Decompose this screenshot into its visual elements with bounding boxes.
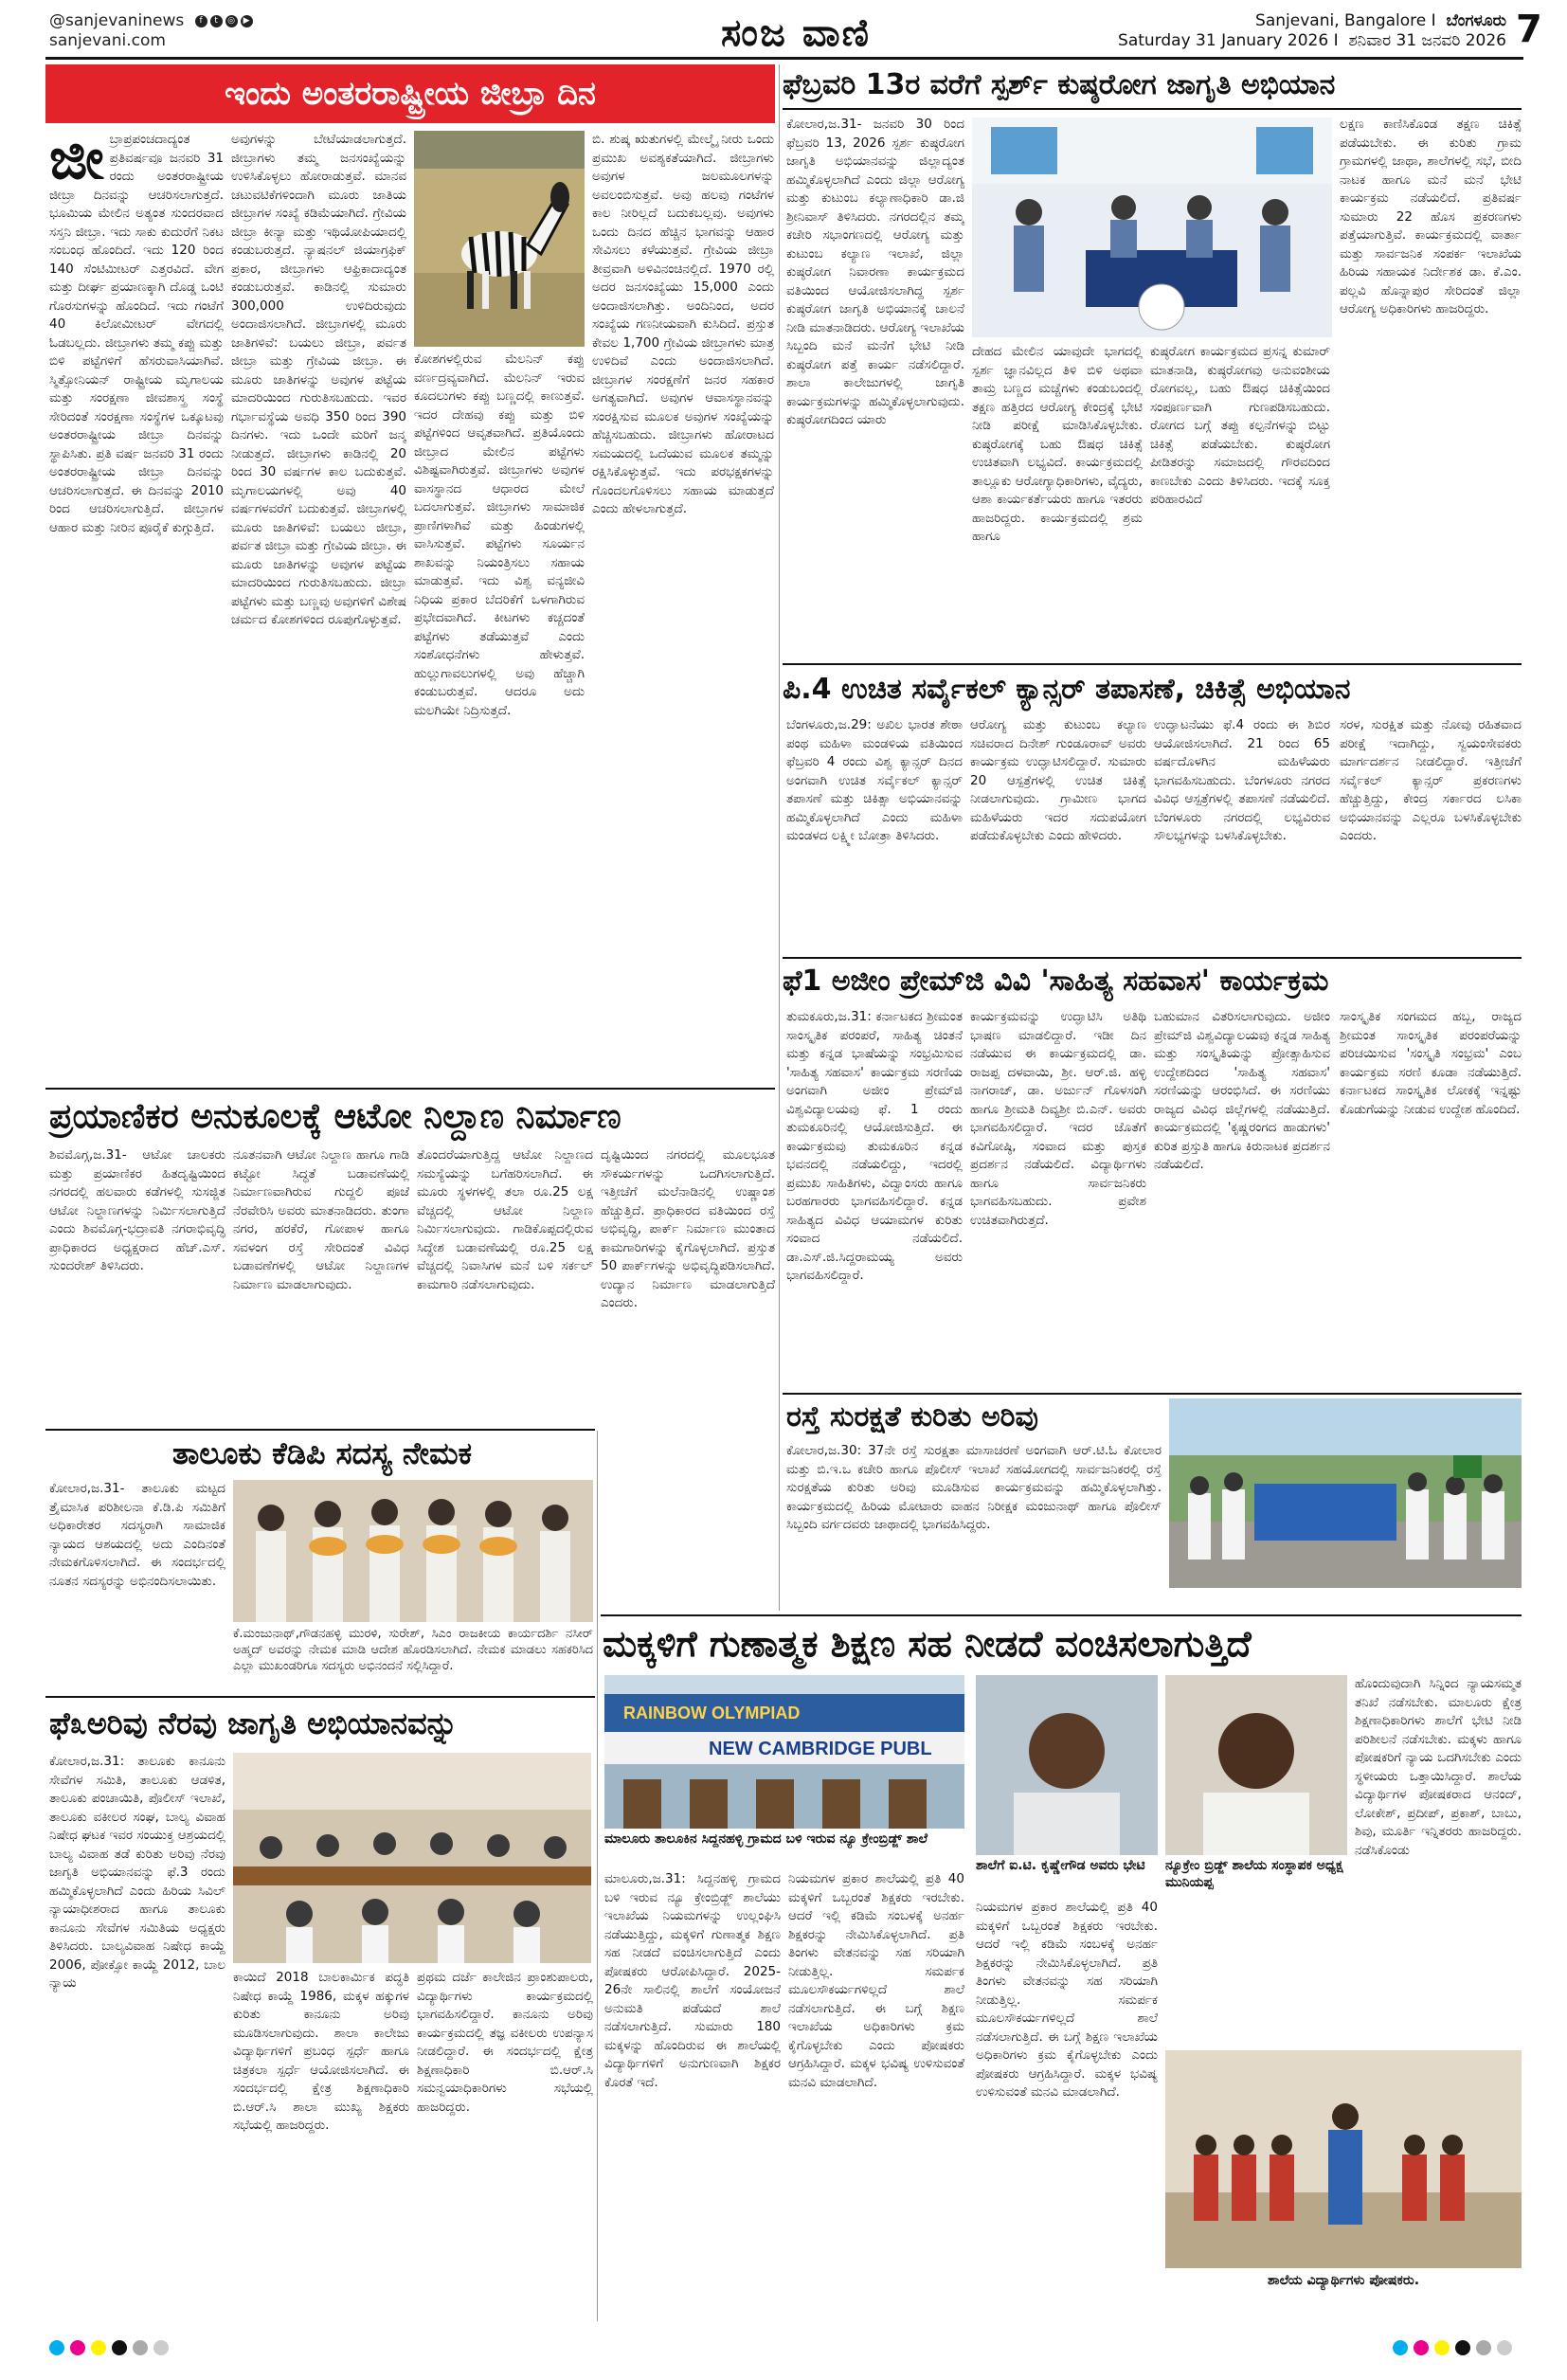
color-swatches-left [49,2340,169,2355]
school-headline: ಮಕ್ಕಳಿಗೆ ಗುಣಾತ್ಮಕ ಶಿಕ್ಷಣ ಸಹ ನೀಡದೆ ವಂಚಿಸಲಾಗುತ್ತಿದೆ [603,1623,1252,1665]
school-photo-2 [976,1675,1158,1855]
magenta-swatch [70,2340,85,2355]
kdp-body: ಕೋಲಾರ,ಜ.31- ತಾಲೂಕು ಮಟ್ಟದ ತ್ರೈಮಾಸಿಕ ಪರಿಶೀಲನಾ ಕೆ.ಡಿ.ಪಿ ಸಮಿತಿಗೆ ಅಧಿಕಾರೇತರ ಸದಸ್ಯರಾಗಿ ಸಾಮಾಜಿಕ ನ್ಯಾಯದ ಆಶಯದಲ್ಲಿ ಅದು ಎಂದಿನಂತೆ ನೇಮಕಗೊಳಿಸಲಾಗಿದೆ. ಈ ಸಂದರ್ಭದಲ್ಲಿ ನೂತನ ಸದಸ್ಯರನ್ನು ಅಭಿನಂದಿಸಲಾಯಿತು. [49,1481,225,1589]
zebra-image [414,131,585,347]
road-body: ಕೋಲಾರ,ಜ.30: 37ನೇ ರಸ್ತೆ ಸುರಕ್ಷತಾ ಮಾಸಾಚರಣೆ ಅಂಗವಾಗಿ ಆರ್.ಟಿ.ಓ ಕೋಲಾರ ಮತ್ತು ಬಿ.ಇ.ಒ ಕಚೇರಿ ಹಾಗೂ ಪೊಲೀಸ್ ಇಲಾಖೆ ಸಹಯೋಗದಲ್ಲಿ ಸಾರ್ವಜನಿಕರಲ್ಲಿ ರಸ್ತೆ ಸುರಕ್ಷತೆಯ ಕುರಿತು ಅರಿವು ಮೂಡಿಸುವ ಕಾರ್ಯಕ್ರಮವನ್ನು ಹಮ್ಮಿಕೊಳ್ಳಲಾಗಿತ್ತು. ಕಾರ್ಯಕ್ರಮದಲ್ಲಿ ಹಿರಿಯ ಮೋಟಾರು ವಾಹನ ನಿರೀಕ್ಷಕ ಮಂಜುನಾಥ್ ಹಾಗೂ ಪೊಲೀಸ್ ಸಿಬ್ಬಂದಿ ವರ್ಗದವರು ಜಾಥಾದಲ್ಲಿ ಭಾಗವಹಿಸಿದ್ದರು. [786,1443,1162,1532]
page-number: 7 [1516,8,1542,51]
leprosy-photo [972,117,1332,337]
founder-portrait [1165,1675,1347,1855]
road-photo [1169,1398,1522,1588]
cyan-swatch [49,2340,64,2355]
awareness-photo [233,1753,591,1963]
cyan-swatch [1393,2340,1408,2355]
felicitation-image [233,1480,593,1622]
school-sign: NEW CAMBRIDGE PUBL [709,1739,932,1759]
auto-headline: ಪ್ರಯಾಣಿಕರ ಅನುಕೂಲಕ್ಕೆ ಆಟೋ ನಿಲ್ದಾಣ ನಿರ್ಮಾಣ [49,1097,621,1136]
black-swatch [112,2340,127,2355]
color-swatches-right [1393,2340,1512,2355]
zebra-column-3: ಕೋಶಗಳಲ್ಲಿರುವ ಮೆಲನಿನ್ ಕಪ್ಪು ವರ್ಣದ್ರವ್ಯವಾಗಿದೆ. ಮೆಲನಿನ್ ಇರುವ ಕೂದಲುಗಳು ಕಪ್ಪು ಬಣ್ಣದಲ್ಲಿ ಕಾಣುತ್ತವೆ. ಇದರ ದೇಹವು ಕಪ್ಪು ಮತ್ತು ಬಿಳಿ ಪಟ್ಟೆಗಳಿಂದ ಆವೃತವಾಗಿದೆ. ಪ್ರತಿಯೊಂದು ಜೀಬ್ರಾದ ಮೇಲಿನ ಪಟ್ಟೆಗಳು ವಿಶಿಷ್ಟವಾಗಿರುತ್ತವೆ. ಜೀಬ್ರಾಗಳು ಅವುಗಳ ವಾಸಸ್ಥಾನದ ಆಧಾರದ ಮೇಲೆ ಬದಲಾಗುತ್ತವೆ. ಜೀಬ್ರಾಗಳು ಸಾಮಾಜಿಕ ಪ್ರಾಣಿಗಳಾಗಿವೆ ಮತ್ತು ಹಿಂಡುಗಳಲ್ಲಿ ವಾಸಿಸುತ್ತವೆ. ಪಟ್ಟೆಗಳು ಸೂರ್ಯನ ಶಾಖವನ್ನು ನಿಯಂತ್ರಿಸಲು ಸಹಾಯ ಮಾಡುತ್ತವೆ. ಇದು ವಿಶ್ವ ವನ್ಯಜೀವಿ ನಿಧಿಯ ಪ್ರಕಾರ ಬೆದರಿಕೆಗೆ ಒಳಗಾಗಿರುವ ಪ್ರಭೇದವಾಗಿದೆ. ಕೀಟಗಳು ಕಚ್ಚದಂತೆ ಪಟ್ಟೆಗಳು ತಡೆಯುತ್ತವೆ ಎಂದು ಸಂಶೋಧನೆಗಳು ಹೇಳುತ್ತವೆ. ಹುಲ್ಲುಗಾವಲುಗಳಲ್ಲಿ ಅವು ಹೆಚ್ಚಾಗಿ ಕಂಡುಬರುತ್ತವೆ. ಆದರೂ ಅದು ಮಲಗಿಯೇ ನಿದ್ರಿಸುತ್ತದೆ. [414,352,585,718]
dropcap: ಜೀ [49,131,104,192]
awareness-rule [45,1696,595,1698]
azim-column-3: ಬಹುಮಾನ ವಿತರಿಸಲಾಗುವುದು. ಅಜೀಂ ಪ್ರೇಮ್‌ಜಿ ವಿಶ್ವವಿದ್ಯಾಲಯವು ಕನ್ನಡ ಸಾಹಿತ್ಯ ಮತ್ತು ಸಂಸ್ಕೃತಿಯನ್ನು ಪ್ರೋತ್ಸಾಹಿಸುವ ಉದ್ದೇಶದಿಂದ 'ಸಾಹಿತ್ಯ ಸಹವಾಸ' ಸರಣಿಯನ್ನು ಆರಂಭಿಸಿದೆ. ಈ ಸರಣಿಯು ರಾಜ್ಯದ ವಿವಿಧ ಜಿಲ್ಲೆಗಳಲ್ಲಿ ನಡೆಯುತ್ತಿದೆ. ಕಾರ್ಯಕ್ರಮದಲ್ಲಿ 'ಕೃಷ್ಣರಂಗದ ಹಾಡುಗಳು' ಕುರಿತ ಪ್ರಸ್ತುತಿ ಹಾಗೂ ಕಿರುನಾಟಕ ಪ್ರದರ್ಶನ ನಡೆಯಲಿದೆ. [1154,1009,1330,1172]
edition: Sanjevani, Bangalore I [1255,11,1436,30]
leprosy-column-4: ಲಕ್ಷಣ ಕಾಣಿಸಿಕೊಂಡ ತಕ್ಷಣ ಚಿಕಿತ್ಸೆ ಪಡೆಯಬೇಕು. ಈ ಕುರಿತು ಗ್ರಾಮ ಗ್ರಾಮಗಳಲ್ಲಿ ಜಾಥಾ, ಶಾಲೆಗಳಲ್ಲಿ ಸಭೆ, ಬೀದಿ ನಾಟಕ ಹಾಗೂ ಮನೆ ಮನೆ ಭೇಟಿ ಕಾರ್ಯಕ್ರಮ ನಡೆಯಲಿದೆ. ಪ್ರತಿವರ್ಷ ಸುಮಾರು 22 ಹೊಸ ಪ್ರಕರಣಗಳು ಪತ್ತೆಯಾಗುತ್ತಿವೆ. ಕಾರ್ಯಕ್ರಮದಲ್ಲಿ ವಾರ್ತಾ ಮತ್ತು ಸಾರ್ವಜನಿಕ ಸಂಪರ್ಕ ಇಲಾಖೆಯ ಹಿರಿಯ ಸಹಾಯಕ ನಿರ್ದೇಶಕ ಡಾ. ಕೆ.ಎಂ. ಪಲ್ಲವಿ ಹೊನ್ನಾಪುರ ಸೇರಿದಂತೆ ಜಿಲ್ಲಾ ಆರೋಗ್ಯ ಅಧಿಕಾರಿಗಳು ಹಾಜರಿದ್ದರು. [1340,117,1522,316]
grey-swatch [133,2340,148,2355]
masthead-left [49,11,253,51]
school-rule [601,1614,1522,1616]
grey-swatch [1476,2340,1491,2355]
cancer-column-2: ಆರೋಗ್ಯ ಮತ್ತು ಕುಟುಂಬ ಕಲ್ಯಾಣ ಸಚಿವರಾದ ದಿನೇಶ್ ಗುಂಡೂರಾವ್ ಅವರು ಕಾರ್ಯಕ್ರಮ ಉದ್ಘಾಟಿಸಲಿದ್ದಾರೆ. ಸುಮಾರು 20 ಆಸ್ಪತ್ರೆಗಳಲ್ಲಿ ಉಚಿತ ಚಿಕಿತ್ಸೆ ನೀಡಲಾಗುವುದು. ಗ್ರಾಮೀಣ ಭಾಗದ ಮಹಿಳೆಯರು ಇದರ ಸದುಪಯೋಗ ಪಡೆದುಕೊಳ್ಳಬೇಕು ಎಂದು ಹೇಳಿದರು. [970,717,1146,843]
social-handle: @sanjevaninews [49,11,185,30]
cancer-headline: ಪಿ.4 ಉಚಿತ ಸರ್ವೈಕಲ್ ಕ್ಯಾನ್ಸರ್ ತಪಾಸಣೆ, ಚಿಕಿತ್ಸೆ ಅಭಿಯಾನ [783,673,1351,706]
grey-swatch [1497,2340,1512,2355]
school-building-image [604,1675,964,1829]
awareness-column-2: ಕಾಯಿದೆ 2018 ಬಾಲಕಾರ್ಮಿಕ ಪದ್ಧತಿ ನಿಷೇಧ ಕಾಯ್ದೆ 1986, ಮಕ್ಕಳ ಹಕ್ಕುಗಳ ಕುರಿತು ಕಾನೂನು ಅರಿವು ಮೂಡಿಸಲಾಗುವುದು. ಶಾಲಾ ಕಾಲೇಜು ವಿದ್ಯಾರ್ಥಿಗಳಿಗೆ ಪ್ರಬಂಧ ಸ್ಪರ್ಧೆ ಹಾಗೂ ಚಿತ್ರಕಲಾ ಸ್ಪರ್ಧೆ ಆಯೋಜಿಸಲಾಗಿದೆ. ಈ ಸಂದರ್ಭದಲ್ಲಿ ಕ್ಷೇತ್ರ ಶಿಕ್ಷಣಾಧಿಕಾರಿ ಬಿ.ಆರ್.ಸಿ ಶಾಲಾ ಮುಖ್ಯ ಶಿಕ್ಷಕರು ಸಭೆಯಲ್ಲಿ ಹಾಜರಿದ್ದರು. [233,1970,409,2133]
school-photo-3-caption: ನ್ಯೂಕ್ರೇಂ ಬ್ರಿಡ್ಜ್ ಶಾಲೆಯ ಸಂಸ್ಥಾಪಕ ಅಧ್ಯಕ್ಷ ಮುನಿಯಪ್ಪ [1165,1858,1343,1890]
newspaper-logo [654,9,938,55]
city: ಬೆಂಗಳೂರು [1446,11,1506,30]
website: sanjevani.com [49,31,166,50]
road-rule [783,1393,1522,1395]
date-english: Saturday 31 January 2026 I [1118,31,1339,50]
leprosy-column-3: ಕುಷ್ಠರೋಗ ಕಾರ್ಯಕ್ರಮದ ಪ್ರಸನ್ನ ಕುಮಾರ್ ಮಾತನಾಡಿ, ಕುಷ್ಠರೋಗವು ಅನುವಂಶೀಯ ರೋಗವಲ್ಲ, ಬಹು ಔಷಧ ಚಿಕಿತ್ಸೆಯಿಂದ ಸಂಪೂರ್ಣವಾಗಿ ಗುಣಪಡಿಸಬಹುದು. ರೋಗದ ಬಗ್ಗೆ ತಪ್ಪು ಕಲ್ಪನೆಗಳನ್ನು ಬಿಟ್ಟು ಚಿಕಿತ್ಸೆ ಪಡೆಯಬೇಕು. ಕುಷ್ಠರೋಗ ಪೀಡಿತರನ್ನು ಸಮಾಜದಲ್ಲಿ ಗೌರವದಿಂದ ಕಾಣಬೇಕು ಎಂದು ತಿಳಿಸಿದರು. ಇದಕ್ಕೆ ಸೂಕ್ತ ಪರಿಹಾರವಿದೆ [1150,344,1330,507]
leprosy-rule [783,108,1522,110]
school-column-3: ಹೊಂದುವುದಾಗಿ ಸಿನ್ನಿಂದ ನ್ಯಾಯಸಮ್ಮತ ತನಿಖೆ ನಡೆಸಬೇಕು. ಮಾಲೂರು ಕ್ಷೇತ್ರ ಶಿಕ್ಷಣಾಧಿಕಾರಿಗಳು ಶಾಲೆಗೆ ಭೇಟಿ ನೀಡಿ ಪರಿಶೀಲನೆ ನಡೆಸಬೇಕು. ಮಕ್ಕಳು ಹಾಗೂ ಪೋಷಕರಿಗೆ ನ್ಯಾಯ ಒದಗಿಸಬೇಕು ಎಂದು ಸ್ಥಳೀಯರು ಒತ್ತಾಯಿಸಿದ್ದಾರೆ. ಶಾಲೆಯ ವಿದ್ಯಾರ್ಥಿಗಳ ಪೋಷಕರಾದ ಆನಂದ್, ಲೋಕೇಶ್, ಪ್ರದೀಪ್, ಪ್ರಕಾಶ್, ಬಾಬು, ಶಿವು, ಮೂರ್ತಿ ಇನ್ನಿತರರು ಹಾಜರಿದ್ದರು. ನಡೆಸಿಕೊಂಡು [1355,1676,1522,1858]
school-photo-4-caption: ಶಾಲೆಯ ವಿದ್ಯಾರ್ಥಿಗಳು ಪೋಷಕರು. [1267,2273,1420,2288]
school-photo-3 [1165,1675,1347,1855]
awareness-column-3: ಪ್ರಥಮ ದರ್ಜೆ ಕಾಲೇಜಿನ ಪ್ರಾಂಶುಪಾಲರು, ವಿದ್ಯಾರ್ಥಿಗಳು ಕಾರ್ಯಕ್ರಮದಲ್ಲಿ ಭಾಗವಹಿಸಲಿದ್ದಾರೆ. ಕಾನೂನು ಅರಿವು ಕಾರ್ಯಕ್ರಮದಲ್ಲಿ ತಜ್ಞ ವಕೀಲರು ಉಪನ್ಯಾಸ ನೀಡಲಿದ್ದಾರೆ. ಈ ಸಂದರ್ಭದಲ್ಲಿ ಕ್ಷೇತ್ರ ಶಿಕ್ಷಣಾಧಿಕಾರಿ ಬಿ.ಆರ್.ಸಿ ಸಮನ್ವಯಾಧಿಕಾರಿಗಳು ಸಭೆಯಲ್ಲಿ ಹಾಜರಿದ್ದರು. [417,1970,593,2115]
leprosy-column-1: ಕೋಲಾರ,ಜ.31- ಜನವರಿ 30 ರಿಂದ ಫೆಬ್ರವರಿ 13, 2026 ಸ್ಪರ್ಶ ಕುಷ್ಠರೋಗ ಜಾಗೃತಿ ಅಭಿಯಾನವನ್ನು ಜಿಲ್ಲಾದ್ಯಂತ ಹಮ್ಮಿಕೊಳ್ಳಲಾಗಿದೆ ಎಂದು ಜಿಲ್ಲಾ ಆರೋಗ್ಯ ಮತ್ತು ಕುಟುಂಬ ಕಲ್ಯಾಣಾಧಿಕಾರಿ ಡಾ.ಜಿ ಶ್ರೀನಿವಾಸ್ ತಿಳಿಸಿದರು. ನಗರದಲ್ಲಿನ ತಮ್ಮ ಕಚೇರಿ ಸಭಾಂಗಣದಲ್ಲಿ ಆರೋಗ್ಯ ಮತ್ತು ಕುಟುಂಬ ಕಲ್ಯಾಣ ಇಲಾಖೆ, ಜಿಲ್ಲಾ ಕುಷ್ಠರೋಗ ನಿವಾರಣಾ ಕಾರ್ಯಕ್ರಮದ ವತಿಯಿಂದ ಆಯೋಜಿಸಲಾಗಿದ್ದ ಸ್ಪರ್ಶ ಕುಷ್ಠರೋಗ ಜಾಗೃತಿ ಅಭಿಯಾನಕ್ಕೆ ಚಾಲನೆ ನೀಡಿ ಮಾತನಾಡಿದರು. ಆರೋಗ್ಯ ಇಲಾಖೆಯ ಸಿಬ್ಬಂದಿ ಮನೆ ಮನೆಗೆ ಭೇಟಿ ನೀಡಿ ಕುಷ್ಠರೋಗ ಪತ್ತೆ ಕಾರ್ಯ ನಡೆಸಲಿದ್ದಾರೆ. ಶಾಲಾ ಕಾಲೇಜುಗಳಲ್ಲಿ ಜಾಗೃತಿ ಕಾರ್ಯಕ್ರಮಗಳನ್ನು ಹಮ್ಮಿಕೊಳ್ಳಲಾಗುವುದು. ಕುಷ್ಠರೋಗದಿಂದ ಯಾರು [786,117,964,427]
azim-column-1: ತುಮಕೂರು,ಜ.31: ಕರ್ನಾಟಕದ ಶ್ರೀಮಂತ ಸಾಂಸ್ಕೃತಿಕ ಪರಂಪರೆ, ಸಾಹಿತ್ಯ ಚಿಂತನೆ ಮತ್ತು ಕನ್ನಡ ಭಾಷೆಯನ್ನು ಸಂಭ್ರಮಿಸುವ 'ಸಾಹಿತ್ಯ ಸಹವಾಸ' ಕಾರ್ಯಕ್ರಮ ಸರಣಿಯ ಅಂಗವಾಗಿ ಅಜೀಂ ಪ್ರೇಮ್‌ಜಿ ವಿಶ್ವವಿದ್ಯಾಲಯವು ಫೆ. 1 ರಂದು ತುಮಕೂರಿನಲ್ಲಿ ಆಯೋಜಿಸುತ್ತಿದೆ. ಈ ಕಾರ್ಯಕ್ರಮವು ತುಮಕೂರಿನ ಕನ್ನಡ ಭವನದಲ್ಲಿ ನಡೆಯಲಿದ್ದು, ಇದರಲ್ಲಿ ಪ್ರಮುಖ ಸಾಹಿತಿಗಳು, ವಿದ್ವಾಂಸರು ಹಾಗೂ ಬರಹಗಾರರು ಭಾಗವಹಿಸಲಿದ್ದಾರೆ. ಕನ್ನಡ ಸಾಹಿತ್ಯದ ವಿವಿಧ ಆಯಾಮಗಳ ಕುರಿತು ಸಂವಾದ ನಡೆಯಲಿದೆ. ಡಾ.ಎಸ್.ಜಿ.ಸಿದ್ದರಾಮಯ್ಯ ಅವರು ಭಾಗವಹಿಸಲಿದ್ದಾರೆ. [786,1009,963,1283]
logo-text: ಸಂಜ ವಾಣಿ [721,9,871,55]
cancer-rule [783,663,1522,665]
facebook-icon: f [195,15,207,27]
school-column-2-left: ನಿಯಮಗಳ ಪ್ರಕಾರ ಶಾಲೆಯಲ್ಲಿ ಪ್ರತಿ 40 ಮಕ್ಕಳಿಗೆ ಒಬ್ಬರಂತೆ ಶಿಕ್ಷಕರು ಇರಬೇಕು. ಆದರೆ ಇಲ್ಲಿ ಕಡಿಮೆ ಸಂಬಳಕ್ಕೆ ಅನರ್ಹ ಶಿಕ್ಷಕರನ್ನು ನೇಮಿಸಿಕೊಳ್ಳಲಾಗಿದೆ. ಪ್ರತಿ ತಿಂಗಳು ವೇತನವನ್ನು ಸಹ ಸರಿಯಾಗಿ ನೀಡುತ್ತಿಲ್ಲ. ಸಮರ್ಪಕ ಮೂಲಸೌಕರ್ಯಗಳಿಲ್ಲದೆ ಶಾಲೆ ನಡೆಸಲಾಗುತ್ತಿದೆ. ಈ ಬಗ್ಗೆ ಶಿಕ್ಷಣ ಇಲಾಖೆಯ ಅಧಿಕಾರಿಗಳು ಕ್ರಮ ಕೈಗೊಳ್ಳಬೇಕು ಎಂದು ಪೋಷಕರು ಆಗ್ರಹಿಸಿದ್ದಾರೆ. ಮಕ್ಕಳ ಭವಿಷ್ಯ ಉಳಿಸುವಂತೆ ಮನವಿ ಮಾಡಲಾಗಿದೆ. [788,1871,964,2090]
azim-rule [783,957,1522,959]
kdp-headline: ತಾಲೂಕು ಕೆಡಿಪಿ ಸದಸ್ಯ ನೇಮಕ [172,1435,472,1471]
cancer-column-1: ಬೆಂಗಳೂರು,ಜ.29: ಅಖಿಲ ಭಾರತ ಶೇಠಾ ಪಂಥ ಮಹಿಳಾ ಮಂಡಳಿಯ ವತಿಯಿಂದ ಫೆಬ್ರವರಿ 4 ರಂದು ವಿಶ್ವ ಕ್ಯಾನ್ಸರ್ ದಿನದ ಅಂಗವಾಗಿ ಉಚಿತ ಸರ್ವೈಕಲ್ ಕ್ಯಾನ್ಸರ್ ತಪಾಸಣೆ ಮತ್ತು ಚಿಕಿತ್ಸಾ ಅಭಿಯಾನವನ್ನು ಹಮ್ಮಿಕೊಳ್ಳಲಾಗಿದೆ ಎಂದು ಮಹಿಳಾ ಮಂಡಳದ ಲಕ್ಷ್ಮೀ ಬೋತ್ರಾ ತಿಳಿಸಿದರು. [786,717,963,843]
officer-portrait [976,1675,1158,1855]
azim-column-2: ಕಾರ್ಯಕ್ರಮವನ್ನು ಉದ್ಘಾಟಿಸಿ ಅತಿಥಿ ಭಾಷಣ ಮಾಡಲಿದ್ದಾರೆ. ಇಡೀ ದಿನ ನಡೆಯುವ ಈ ಕಾರ್ಯಕ್ರಮದಲ್ಲಿ ಡಾ. ರಾಜಪ್ಪ ದಳವಾಯಿ, ಶ್ರೀ. ಆರ್.ಜಿ. ಹಳ್ಳಿ ನಾಗರಾಜ್, ಡಾ. ಅರ್ಜುನ್ ಗೊಳಸಂಗಿ ಹಾಗೂ ಶ್ರೀಮತಿ ದಿವ್ಯಶ್ರೀ ಬಿ.ಎನ್. ಅವರು ಭಾಗವಹಿಸಲಿದ್ದಾರೆ. ಇದರ ಜೊತೆಗೆ ಕವಿಗೋಷ್ಠಿ, ಸಂವಾದ ಮತ್ತು ಪುಸ್ತಕ ಪ್ರದರ್ಶನ ನಡೆಯಲಿದೆ. ವಿದ್ಯಾರ್ಥಿಗಳು ಹಾಗೂ ಸಾರ್ವಜನಿಕರು ಭಾಗವಹಿಸಬಹುದು. ಪ್ರವೇಶ ಉಚಿತವಾಗಿರುತ್ತದೆ. [970,1009,1146,1228]
school-column-2: ನಿಯಮಗಳ ಪ್ರಕಾರ ಶಾಲೆಯಲ್ಲಿ ಪ್ರತಿ 40 ಮಕ್ಕಳಿಗೆ ಒಬ್ಬರಂತೆ ಶಿಕ್ಷಕರು ಇರಬೇಕು. ಆದರೆ ಇಲ್ಲಿ ಕಡಿಮೆ ಸಂಬಳಕ್ಕೆ ಅನರ್ಹ ಶಿಕ್ಷಕರನ್ನು ನೇಮಿಸಿಕೊಳ್ಳಲಾಗಿದೆ. ಪ್ರತಿ ತಿಂಗಳು ವೇತನವನ್ನು ಸಹ ಸರಿಯಾಗಿ ನೀಡುತ್ತಿಲ್ಲ. ಸಮರ್ಪಕ ಮೂಲಸೌಕರ್ಯಗಳಿಲ್ಲದೆ ಶಾಲೆ ನಡೆಸಲಾಗುತ್ತಿದೆ. ಈ ಬಗ್ಗೆ ಶಿಕ್ಷಣ ಇಲಾಖೆಯ ಅಧಿಕಾರಿಗಳು ಕ್ರಮ ಕೈಗೊಳ್ಳಬೇಕು ಎಂದು ಪೋಷಕರು ಆಗ್ರಹಿಸಿದ್ದಾರೆ. ಮಕ್ಕಳ ಭವಿಷ್ಯ ಉಳಿಸುವಂತೆ ಮನವಿ ಮಾಡಲಾಗಿದೆ. [976,1900,1158,2100]
road-headline: ರಸ್ತೆ ಸುರಕ್ಷತೆ ಕುರಿತು ಅರಿವು [786,1400,1038,1433]
social-icons [195,15,253,27]
school-photo-1-caption: ಮಾಲೂರು ತಾಲೂಕಿನ ಸಿದ್ದನಹಳ್ಳಿ ಗ್ರಾಮದ ಬಳಿ ಇರುವ ನ್ಯೂ ಕ್ರೇಂಬ್ರಿಡ್ಜ್ ಶಾಲೆ [604,1831,928,1847]
yellow-swatch [1434,2340,1450,2355]
road-rally-image [1169,1398,1522,1588]
leprosy-column-2: ದೇಹದ ಮೇಲಿನ ಯಾವುದೇ ಭಾಗದಲ್ಲಿ ಸ್ಪರ್ಶ ಜ್ಞಾನವಿಲ್ಲದ ತಿಳಿ ಬಿಳಿ ಅಥವಾ ತಾಮ್ರ ಬಣ್ಣದ ಮಚ್ಚೆಗಳು ಕಂಡುಬಂದಲ್ಲಿ ತಕ್ಷಣ ಹತ್ತಿರದ ಆರೋಗ್ಯ ಕೇಂದ್ರಕ್ಕೆ ಭೇಟಿ ನೀಡಿ ಪರೀಕ್ಷೆ ಮಾಡಿಸಿಕೊಳ್ಳಬೇಕು. ಕುಷ್ಠರೋಗಕ್ಕೆ ಬಹು ಔಷಧ ಚಿಕಿತ್ಸೆ ಉಚಿತವಾಗಿ ಲಭ್ಯವಿದೆ. ಕಾರ್ಯಕ್ರಮದಲ್ಲಿ ತಾಲ್ಲೂಕು ಆರೋಗ್ಯಾಧಿಕಾರಿಗಳು, ವೈದ್ಯರು, ಆಶಾ ಕಾರ್ಯಕರ್ತೆಯರು ಹಾಗೂ ಇತರರು ಹಾಜರಿದ್ದರು. ಕಾರ್ಯಕ್ರಮದಲ್ಲಿ ಶ್ರಮ ಹಾಗೂ [972,344,1143,544]
auto-column-3: ತೊಂದರೆಯಾಗುತ್ತಿದ್ದ ಆಟೋ ನಿಲ್ದಾಣದ ಸಮಸ್ಯೆಯನ್ನು ಬಗೆಹರಿಸಲಾಗಿದೆ. ಈ ಮೂರು ಸ್ಥಳಗಳಲ್ಲಿ ತಲಾ ರೂ.25 ಲಕ್ಷ ವೆಚ್ಚದಲ್ಲಿ ಆಟೋ ನಿಲ್ದಾಣ ನಿರ್ಮಿಸಲಾಗುವುದು. ಗಾಡಿಕೊಪ್ಪದಲ್ಲಿರುವ ಸಿದ್ಧೇಶ ಬಡಾವಣೆಯಲ್ಲಿ ರೂ.25 ಲಕ್ಷ ವೆಚ್ಚದಲ್ಲಿ ನಿವಾಸಿಗಳ ಮನೆ ಬಳಿ ಸರ್ಕಲ್ ಕಾಮಗಾರಿ ನಡೆಸಲಾಗುವುದು. [417,1147,593,1292]
awareness-headline: ಫೆ೩ಅರಿವು ನೆರವು ಜಾಗೃತಿ ಅಭಿಯಾನವನ್ನು [49,1705,458,1741]
kdp-caption: ಕೆ.ಮಂಜುನಾಥ್,ಗೌಡನಹಳ್ಳಿ ಮುರಳಿ, ಸುರೇಶ್, ಸಿಎಂ ರಾಜಕೀಯ ಕಾರ್ಯದರ್ಶಿ ನಸೀರ್ ಅಹ್ಮದ್ ಅವರನ್ನು ನೇಮಕ ಮಾಡಿ ಆದೇಶ ಹೊರಡಿಸಲಾಗಿದೆ. ನೇಮಕ ಮಾಡಲು ಸಹಕರಿಸಿದ ಎಲ್ಲಾ ಮುಖಂಡರಿಗೂ ಸದಸ್ಯರು ಅಭಿನಂದನೆ ಸಲ್ಲಿಸಿದ್ದಾರೆ. [233,1627,593,1673]
grey-swatch [153,2340,169,2355]
yellow-swatch [91,2340,106,2355]
cancer-column-4: ಸರಳ, ಸುರಕ್ಷಿತ ಮತ್ತು ನೋವು ರಹಿತವಾದ ಪರೀಕ್ಷೆ ಇದಾಗಿದ್ದು, ಸ್ವಯಂಸೇವಕರು ಮಾರ್ಗದರ್ಶನ ನೀಡಲಿದ್ದಾರೆ. ಇತ್ತೀಚೆಗೆ ಸರ್ವೈಕಲ್ ಕ್ಯಾನ್ಸರ್ ಪ್ರಕರಣಗಳು ಹೆಚ್ಚುತ್ತಿದ್ದು, ಕೇಂದ್ರ ಸರ್ಕಾರದ ಲಸಿಕಾ ಅಭಿಯಾನವನ್ನು ಎಲ್ಲರೂ ಬಳಸಿಕೊಳ್ಳಬೇಕು ಎಂದರು. [1340,717,1522,843]
school-photo-4 [1165,2050,1522,2268]
masthead-right [1099,11,1506,51]
school-sign-top: RAINBOW OLYMPIAD [623,1704,801,1722]
instagram-icon: ◎ [225,15,238,27]
zebra-photo [414,131,585,347]
date-kannada: ಶನಿವಾರ 31 ಜನವರಿ 2026 [1348,31,1506,50]
zebra-text-1: ಬ್ರಾಪ್ರಪಂಚದಾದ್ಯಂತ ಪ್ರತಿವರ್ಷವೂ ಜನವರಿ 31 ರಂದು ಅಂತರರಾಷ್ಟ್ರೀಯ ಜೀಬ್ರಾ ದಿನವನ್ನು ಆಚರಿಸಲಾಗುತ್ತದೆ. ಭೂಮಿಯ ಮೇಲಿನ ಅತ್ಯಂತ ಸುಂದರವಾದ ಸಸ್ತನಿ ಜೀಬ್ರಾ. ಇದು ಸಾಕು ಕುದುರೆಗೆ ನಿಕಟ ಸಂಬಂಧ ಹೊಂದಿದೆ. ಇದು 120 ರಿಂದ 140 ಸೆಂಟಿಮೀಟರ್ ಎತ್ತರವಿದೆ. ವೇಗ ಮತ್ತು ದೀರ್ಘ ಪ್ರಯಾಣಕ್ಕಾಗಿ ದೊಡ್ಡ ಒಂಟಿ ಗೊರಸುಗಳನ್ನು ಹೊಂದಿದೆ. ಇದು ಗಂಟೆಗೆ 40 ಕಿಲೋಮೀಟರ್ ವೇಗದಲ್ಲಿ ಓಡಬಲ್ಲದು. ಜೀಬ್ರಾಗಳು ತಮ್ಮ ಕಪ್ಪು ಮತ್ತು ಬಿಳಿ ಪಟ್ಟೆಗಳಿಗೆ ಹೆಸರುವಾಸಿಯಾಗಿವೆ. ಸ್ಮಿತ್ಸೋನಿಯನ್ ರಾಷ್ಟ್ರೀಯ ಮೃಗಾಲಯ ಮತ್ತು ಸಂರಕ್ಷಣಾ ಜೀವಶಾಸ್ತ್ರ ಸಂಸ್ಥೆ ಸೇರಿದಂತೆ ಸಂರಕ್ಷಣಾ ಸಂಸ್ಥೆಗಳ ಒಕ್ಕೂಟವು ಅಂತರರಾಷ್ಟ್ರೀಯ ಜೀಬ್ರಾ ದಿನವನ್ನು ಸ್ಥಾಪಿಸಿತು. ಪ್ರತಿ ವರ್ಷ ಜನವರಿ 31 ರಂದು ಅಂತರರಾಷ್ಟ್ರೀಯ ಜೀಬ್ರಾ ದಿನವನ್ನು ಆಚರಿಸಲಾಗುತ್ತದೆ. ಈ ದಿನವನ್ನು 2010 ರಿಂದ ಆಚರಿಸಲಾಗುತ್ತಿದೆ. ಜೀಬ್ರಾಗಳ ಆಹಾರ ಮತ್ತು ನೀರಿನ ಪೂರೈಕೆ ಕುಗ್ಗುತ್ತಿದೆ. [49,132,224,535]
masthead-rule [45,57,1523,60]
zebra-column-2: ಅವುಗಳನ್ನು ಬೇಟೆಯಾಡಲಾಗುತ್ತದೆ. ಜೀಬ್ರಾಗಳು ತಮ್ಮ ಜನಸಂಖ್ಯೆಯನ್ನು ಉಳಿಸಿಕೊಳ್ಳಲು ಹೋರಾಡುತ್ತವೆ. ಮಾನವ ಚಟುವಟಿಕೆಗಳಿಂದಾಗಿ ಮೂರು ಜಾತಿಯ ಜೀಬ್ರಾಗಳ ಸಂಖ್ಯೆ ಕಡಿಮೆಯಾಗಿದೆ. ಗ್ರೇವಿಯ ಜೀಬ್ರಾ ಕೀನ್ಯಾ ಮತ್ತು ಇಥಿಯೋಪಿಯಾದಲ್ಲಿ ಕಂಡುಬರುತ್ತದೆ. ನ್ಯಾಷನಲ್ ಜಿಯಾಗ್ರಫಿಕ್ ಪ್ರಕಾರ, ಜೀಬ್ರಾಗಳು ಆಫ್ರಿಕಾದಾದ್ಯಂತ ಕಂಡುಬರುತ್ತವೆ. ಕಾಡಿನಲ್ಲಿ ಸುಮಾರು 300,000 ಉಳಿದಿರುವುದು ಅಂದಾಜಿಸಲಾಗಿದೆ. ಜೀಬ್ರಾಗಳಲ್ಲಿ ಮೂರು ಜಾತಿಗಳಿವೆ: ಬಯಲು ಜೀಬ್ರಾ, ಪರ್ವತ ಜೀಬ್ರಾ ಮತ್ತು ಗ್ರೇವಿಯ ಜೀಬ್ರಾ. ಈ ಮೂರು ಜಾತಿಗಳನ್ನು ಅವುಗಳ ಪಟ್ಟೆಯ ಮಾದರಿಯಿಂದ ಗುರುತಿಸಬಹುದು. ಇವರ ಗರ್ಭಾವಸ್ಥೆಯ ಅವಧಿ 350 ರಿಂದ 390 ದಿನಗಳು. ಇದು ಒಂದೇ ಮರಿಗೆ ಜನ್ಮ ನೀಡುತ್ತದೆ. ಜೀಬ್ರಾಗಳು ಕಾಡಿನಲ್ಲಿ 20 ರಿಂದ 30 ವರ್ಷಗಳ ಕಾಲ ಬದುಕುತ್ತವೆ. ಮೃಗಾಲಯಗಳಲ್ಲಿ ಅವು 40 ವರ್ಷಗಳವರೆಗೆ ಬದುಕುತ್ತವೆ. ಜೀಬ್ರಾಗಳಲ್ಲಿ ಮೂರು ಜಾತಿಗಳಿವೆ: ಬಯಲು ಜೀಬ್ರಾ, ಪರ್ವತ ಜೀಬ್ರಾ ಮತ್ತು ಗ್ರೇವಿಯ ಜೀಬ್ರಾ. ಈ ಮೂರು ಜಾತಿಗಳನ್ನು ಅವುಗಳ ಪಟ್ಟೆಯ ಮಾದರಿಯಿಂದ ಗುರುತಿಸಬಹುದು. ಜೀಬ್ರಾ ಪಟ್ಟೆಗಳು ಮತ್ತು ಬಣ್ಣವು ಅವುಗಳಿಗೆ ವಿಶೇಷ ಚರ್ಮದ ಕೋಶಗಳಿಂದ ರೂಪುಗೊಳ್ಳುತ್ತವೆ. [231,132,406,627]
awareness-column-1: ಕೋಲಾರ,ಜ.31: ತಾಲೂಕು ಕಾನೂನು ಸೇವೆಗಳ ಸಮಿತಿ, ತಾಲೂಕು ಆಡಳಿತ, ತಾಲೂಕು ಪಂಚಾಯಿತಿ, ಪೊಲೀಸ್ ಇಲಾಖೆ, ತಾಲೂಕು ವಕೀಲರ ಸಂಘ, ಬಾಲ್ಯ ವಿವಾಹ ನಿಷೇಧ ಘಟಕ ಇವರ ಸಂಯುಕ್ತ ಆಶ್ರಯದಲ್ಲಿ ಬಾಲ್ಯ ವಿವಾಹ ತಡೆ ಕುರಿತು ಅರಿವು ನೆರವು ಜಾಗೃತಿ ಅಭಿಯಾನವನ್ನು ಫೆ.3 ರಂದು ಹಮ್ಮಿಕೊಳ್ಳಲಾಗಿದೆ ಎಂದು ಹಿರಿಯ ಸಿವಿಲ್ ನ್ಯಾಯಾಧೀಶರಾದ ಹಾಗೂ ತಾಲೂಕು ಕಾನೂನು ಸೇವೆಗಳ ಸಮಿತಿಯ ಅಧ್ಯಕ್ಷರು ತಿಳಿಸಿದರು. ಬಾಲ್ಯವಿವಾಹ ನಿಷೇಧ ಕಾಯ್ದೆ 2006, ಪೋಕ್ಸೋ ಕಾಯ್ದೆ 2012, ಬಾಲ ನ್ಯಾಯ [49,1754,225,1991]
kdp-photo [233,1480,593,1622]
leprosy-headline: ಫೆಬ್ರವರಿ 13ರ ವರೆಗೆ ಸ್ಪರ್ಶ್ ಕುಷ್ಠರೋಗ ಜಾಗೃತಿ ಅಭಿಯಾನ [783,68,1336,101]
zebra-headline: ಇಂದು ಅಂತರರಾಷ್ಟ್ರೀಯ ಜೀಬ್ರಾ ದಿನ [45,64,775,123]
meeting-image [972,117,1332,337]
zebra-column-1 [49,131,224,1082]
column-divider [597,1431,598,2321]
auto-column-1: ಶಿವಮೊಗ್ಗ,ಜ.31- ಆಟೋ ಚಾಲಕರು ಮತ್ತು ಪ್ರಯಾಣಿಕರ ಹಿತದೃಷ್ಟಿಯಿಂದ ನಗರದಲ್ಲಿ ಹಲವಾರು ಕಡೆಗಳಲ್ಲಿ ಸುಸಜ್ಜಿತ ಆಟೋ ನಿಲ್ದಾಣಗಳನ್ನು ನಿರ್ಮಿಸಲಾಗುತ್ತಿದೆ ಎಂದು ಶಿವಮೊಗ್ಗ-ಭದ್ರಾವತಿ ನಗರಾಭಿವೃದ್ಧಿ ಪ್ರಾಧಿಕಾರದ ಅಧ್ಯಕ್ಷರಾದ ಹೆಚ್.ಎಸ್. ಸುಂದರೇಶ್ ತಿಳಿಸಿದರು. [49,1147,225,1273]
auto-column-4: ದೃಷ್ಟಿಯಿಂದ ನಗರದಲ್ಲಿ ಮೂಲಭೂತ ಸೌಕರ್ಯಗಳನ್ನು ಒದಗಿಸಲಾಗುತ್ತಿದೆ. ಇತ್ತೀಚೆಗೆ ಮಲೆನಾಡಿನಲ್ಲಿ ಉಷ್ಣಾಂಶ ಹೆಚ್ಚುತ್ತಿದೆ. ಪ್ರಾಧಿಕಾರದ ವತಿಯಿಂದ ರಸ್ತೆ ಅಭಿವೃದ್ಧಿ, ಪಾರ್ಕ್ ನಿರ್ಮಾಣ ಮುಂತಾದ ಕಾಮಗಾರಿಗಳನ್ನು ಕೈಗೊಳ್ಳಲಾಗಿದೆ. ಪ್ರಸ್ತುತ 50 ಪಾರ್ಕ್‌ಗಳನ್ನು ಅಭಿವೃದ್ಧಿಪಡಿಸಲಾಗಿದೆ. ಉದ್ಯಾನ ನಿರ್ಮಾಣ ಮಾಡಲಾಗುತ್ತಿದೆ ಎಂದರು. [601,1147,775,1310]
azim-headline: ಫೆ1 ಅಜೀಂ ಪ್ರೇಮ್‌ಜಿ ವಿವಿ 'ಸಾಹಿತ್ಯ ಸಹವಾಸ' ಕಾರ್ಯಕ್ರಮ [783,965,1329,998]
azim-column-4: ಸಾಂಸ್ಕೃತಿಕ ಸಂಗಮದ ಹಬ್ಬ, ರಾಜ್ಯದ ಶ್ರೀಮಂತ ಸಾಂಸ್ಕೃತಿಕ ಪರಂಪರೆಯನ್ನು ಪರಿಚಯಿಸುವ 'ಸಂಸ್ಕೃತಿ ಸಂಭ್ರಮ' ಎಂಬ ಕಾರ್ಯಕ್ರಮ ಸರಣಿ ಕೂಡಾ ನಡೆಯುತ್ತಿದೆ. ಕರ್ನಾಟಕದ ಸಾಂಸ್ಕೃತಿಕ ಲೋಕಕ್ಕೆ ಇನ್ನಷ್ಟು ಕೊಡುಗೆಯನ್ನು ನೀಡುವ ಉದ್ದೇಶ ಹೊಂದಿದೆ. [1340,1009,1522,1117]
school-column-1: ಮಾಲೂರು,ಜ.31: ಸಿದ್ದನಹಳ್ಳಿ ಗ್ರಾಮದ ಬಳಿ ಇರುವ ನ್ಯೂ ಕ್ರೇಂಬ್ರಿಡ್ಜ್ ಶಾಲೆಯು ಇಲಾಖೆಯ ನಿಯಮಗಳನ್ನು ಉಲ್ಲಂಘಿಸಿ ನಡೆಯುತ್ತಿದ್ದು, ಮಕ್ಕಳಿಗೆ ಗುಣಾತ್ಮಕ ಶಿಕ್ಷಣ ಸಹ ನೀಡದೆ ವಂಚಿಸಲಾಗುತ್ತಿದೆ ಎಂದು ಪೋಷಕರು ಆರೋಪಿಸಿದ್ದಾರೆ. 2025-26ನೇ ಸಾಲಿನಲ್ಲಿ ಶಾಲೆಗೆ ಸಂಯೋಜನೆ ಅನುಮತಿ ಪಡೆಯದೆ ಶಾಲೆ ನಡೆಸಲಾಗುತ್ತಿದೆ. ಸುಮಾರು 180 ಮಕ್ಕಳನ್ನು ಹೊಂದಿರುವ ಈ ಶಾಲೆಯಲ್ಲಿ ವಿದ್ಯಾರ್ಥಿಗಳಿಗೆ ಅನುಗುಣವಾಗಿ ಶಿಕ್ಷಕರ ಕೊರತೆ ಇದೆ. [604,1871,781,2090]
twitter-icon: t [210,15,223,27]
column-divider [779,64,780,1611]
auto-rule [45,1088,775,1090]
school-photo-1 [604,1675,964,1829]
students-parents-image [1165,2050,1522,2268]
kdp-rule [45,1429,595,1431]
youtube-icon: ▶ [241,15,253,27]
auto-column-2: ನೂತನವಾಗಿ ಆಟೋ ನಿಲ್ದಾಣ ಹಾಗೂ ಗಾಡಿ ಕಟ್ಟೋ ಸಿದ್ಧತೆ ಬಡಾವಣೆಯಲ್ಲಿ ನಿರ್ಮಾಣವಾಗಿರುವ ಗುದ್ದಲಿ ಪೂಜೆ ನೆರವೇರಿಸಿ ಅವರು ಮಾತನಾಡಿದರು. ತುಂಗಾ ನಗರ, ಹರಕೆರೆ, ಗೋಪಾಳ ಹಾಗೂ ಸವಳಂಗ ರಸ್ತೆ ಸೇರಿದಂತೆ ವಿವಿಧ ಬಡಾವಣೆಗಳಲ್ಲಿ ಆಟೋ ನಿಲ್ದಾಣಗಳ ನಿರ್ಮಾಣ ಮಾಡಲಾಗುವುದು. [233,1147,409,1292]
black-swatch [1455,2340,1470,2355]
meeting-hall-image [233,1753,591,1963]
zebra-column-4: ಬಿ. ಶುಷ್ಕ ಋತುಗಳಲ್ಲಿ ಮೇಲ್ಮೈ ನೀರು ಒಂದು ಪ್ರಮುಖ ಅವಶ್ಯಕತೆಯಾಗಿದೆ. ಜೀಬ್ರಾಗಳು ಅವುಗಳ ಜಲಮೂಲಗಳನ್ನು ಅವಲಂಬಿಸುತ್ತವೆ. ಅವು ಹಲವು ಗಂಟೆಗಳ ಕಾಲ ನೀರಿಲ್ಲದೆ ಬದುಕಬಲ್ಲವು. ಅವುಗಳು ಒಂದು ದಿನದ ಹೆಚ್ಚಿನ ಭಾಗವನ್ನು ಆಹಾರ ಸೇವಿಸಲು ಕಳೆಯುತ್ತವೆ. ಗ್ರೇವಿಯ ಜೀಬ್ರಾ ತೀವ್ರವಾಗಿ ಅಳಿವಿನಂಚಿನಲ್ಲಿದೆ. 1970 ರಲ್ಲಿ ಅದರ ಜನಸಂಖ್ಯೆಯು 15,000 ಎಂದು ಅಂದಾಜಿಸಲಾಗಿತ್ತು. ಅಂದಿನಿಂದ, ಅದರ ಸಂಖ್ಯೆಯ ಗಣನೀಯವಾಗಿ ಕುಸಿದಿದೆ. ಪ್ರಸ್ತುತ ಕೇವಲ 1,700 ಗ್ರೇವಿಯ ಜೀಬ್ರಾಗಳು ಮಾತ್ರ ಉಳಿದಿವೆ ಎಂದು ಅಂದಾಜಿಸಲಾಗಿದೆ. ಜೀಬ್ರಾಗಳ ಸಂರಕ್ಷಣೆಗೆ ಜನರ ಸಹಕಾರ ಅಗತ್ಯವಾಗಿದೆ. ಅವುಗಳ ಆವಾಸಸ್ಥಾನವನ್ನು ಸಂರಕ್ಷಿಸುವ ಮೂಲಕ ಅವುಗಳ ಸಂಖ್ಯೆಯನ್ನು ಹೆಚ್ಚಿಸಬಹುದು. ಜೀಬ್ರಾಗಳು ಹೋರಾಟದ ಸಮಯದಲ್ಲಿ ಒದೆಯುವ ಮೂಲಕ ತಮ್ಮನ್ನು ರಕ್ಷಿಸಿಕೊಳ್ಳುತ್ತವೆ. ಇದು ಪರಭಕ್ಷಕಗಳನ್ನು ಗೊಂದಲಗೊಳಿಸಲು ಸಹಾಯ ಮಾಡುತ್ತದೆ ಎಂದು ಹೇಳಲಾಗುತ್ತದೆ. [592,132,774,516]
cancer-column-3: ಉದ್ಘಾಟನೆಯು ಫೆ.4 ರಂದು ಈ ಶಿಬಿರ ಆಯೋಜಿಸಲಾಗಿದೆ. 21 ರಿಂದ 65 ವರ್ಷದೊಳಗಿನ ಮಹಿಳೆಯರು ಭಾಗವಹಿಸಬಹುದು. ಬೆಂಗಳೂರು ನಗರದ ವಿವಿಧ ಆಸ್ಪತ್ರೆಗಳಲ್ಲಿ ತಪಾಸಣೆ ನಡೆಯಲಿದೆ. ಬೆಂಗಳೂರು ನಗರದಲ್ಲಿ ಲಭ್ಯವಿರುವ ಸೌಲಭ್ಯಗಳನ್ನು ಬಳಸಿಕೊಳ್ಳಬೇಕು. [1154,717,1330,843]
magenta-swatch [1414,2340,1429,2355]
school-photo-2-caption: ಶಾಲೆಗೆ ಐ.ಟಿ. ಕೃಷ್ಣೇಗೌಡ ಅವರು ಭೇಟಿ [976,1858,1145,1873]
